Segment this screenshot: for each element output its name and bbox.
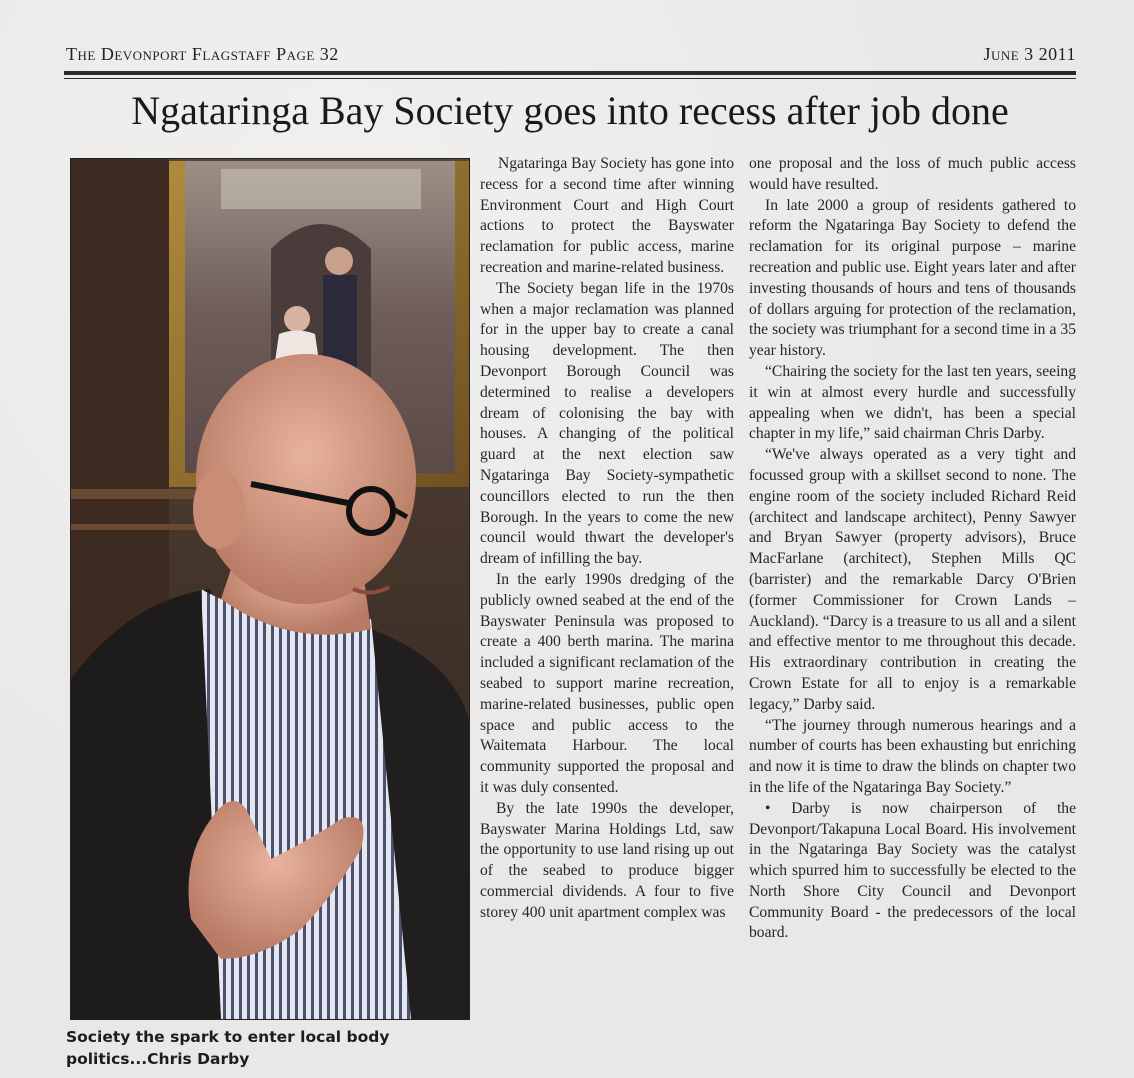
paragraph: By the late 1990s the developer, Bayswater Marina Holdings Ltd, saw the opportunity to use land rising up out of the seabed to produce bigger commercial dividends. A four to five storey 400 unit apartment complex was <box>480 799 734 921</box>
paragraph: “We've always operated as a very tight and focussed group with a skillset second to none. The engine room of the society included Richard Reid (architect and landscape architect), Penny Sawyer and Bryan Sawyer (property advisors), Bruce MacFarlane (architect), Stephen Mills QC (barrister) and the remarkable Darcy O'Brien (former Commissioner for Crown Lands – Auckland). “Darcy is a treasure to us all and a silent and effective mentor to me throughout this decade. His extraordinary contribution in creating the Crown Estate for all to enjoy is a remarkable legacy,” Darby said. <box>749 446 1076 713</box>
paragraph: In the early 1990s dredging of the publicly owned seabed at the end of the Bayswater Peninsula was proposed to create a 400 berth marina. The marina included a significant reclamation of the seabed to support marine recreation, marine-related businesses, public open space and public access to the Waitemata Harbour. The local community supported the proposal and it was duly consented. <box>480 570 734 796</box>
paragraph: “Chairing the society for the last ten years, seeing it win at almost every hurdle and successfully appealing when we didn't, has been a special chapter in my life,” said chairman Chris Darby. <box>749 362 1076 443</box>
article-headline: Ngataringa Bay Society goes into recess after job done <box>131 88 1009 133</box>
article-photo <box>70 158 470 1020</box>
paragraph: one proposal and the loss of much public access would have resulted. <box>749 155 1076 193</box>
paragraph: In late 2000 a group of residents gathered to reform the Ngataringa Bay Society to defend the reclamation for its original purpose – marine recreation and public use. Eight years later and after investing thousands of hours and tens of thousands of dollars arguing for protection of the reclamation, the society was triumphant for a second time in a 35 year history. <box>749 196 1076 360</box>
paragraph: “The journey through numerous hearings and a number of courts has been exhausting but enriching and now it is time to draw the blinds on chapter two in the life of the Ngataringa Bay Society.” <box>749 716 1076 796</box>
masthead-rule <box>64 71 1076 75</box>
photo-caption: Society the spark to enter local body politics...Chris Darby <box>66 1028 390 1068</box>
article-column-2 <box>749 154 1076 1054</box>
paragraph: • Darby is now chairperson of the Devonport/Takapuna Local Board. His involvement in the Ngataringa Bay Society was the catalyst which spurred him to successfully be elected to the North Shore City Council and Devonport Community Board - the predecessors of the local board. <box>749 799 1076 942</box>
publication-date: June 3 2011 <box>983 44 1076 64</box>
article-column-1 <box>480 154 734 1054</box>
masthead-rule-thin <box>64 78 1076 79</box>
paragraph: The Society began life in the 1970s when a major reclamation was planned for in the upper bay to create a canal housing development. The then Devonport Borough Council was determined to realise a developers dream of colonising the bay with houses. A changing of the political guard at the next election saw Ngataringa Bay Society-sympathetic councillors elected to run the then Borough. In the years to come the new council would thwart the developer's dream of infilling the bay. <box>480 279 734 568</box>
paragraph: Ngataringa Bay Society has gone into recess for a second time after winning Environment Court and High Court actions to protect the Bayswater reclamation for public access, marine recreation and marine-related business. <box>480 155 734 276</box>
publication-name: The Devonport Flagstaff Page 32 <box>66 44 339 64</box>
